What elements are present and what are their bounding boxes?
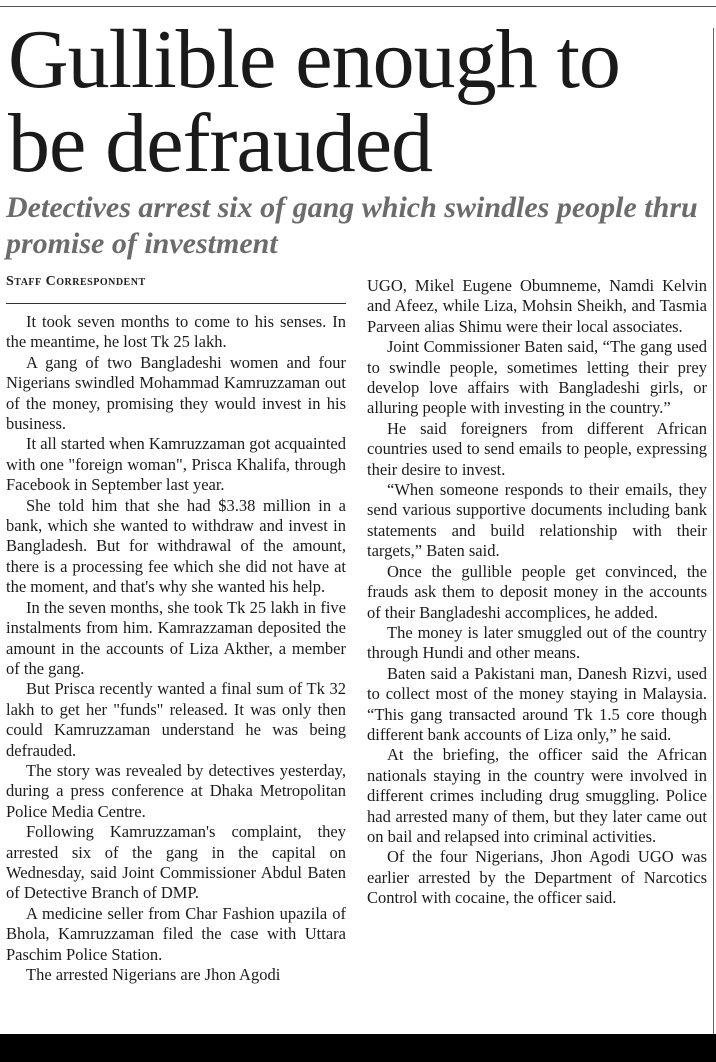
right-edge-rule bbox=[713, 28, 714, 1038]
paragraph: At the briefing, the officer said the African nationals staying in the country were involved in different crimes including drug smuggling. Police had arrested many of them, but they later came out on bail and relapsed into criminal activities. bbox=[367, 745, 707, 846]
paragraph: He said foreigners from different African countries used to send emails to people, expressing their desire to invest. bbox=[367, 418, 707, 479]
paragraph: Joint Commissioner Baten said, “The gang used to swindle people, sometimes letting their prey develop love affairs with Bangladeshi girls, or alluring people with investing in the country.” bbox=[367, 337, 707, 418]
paragraph: But Prisca recently wanted a final sum of Tk 32 lakh to get her "funds" released. It was only then could Kamruzzaman understand he was being defrauded. bbox=[6, 679, 346, 760]
paragraph: A gang of two Bangladeshi women and four Nigerians swindled Mohammad Kamruzzaman out of the money, promising they would invest in his business. bbox=[6, 352, 346, 434]
paragraph: Baten said a Pakistani man, Danesh Rizvi, used to collect most of the money staying in Malaysia. “This gang transacted around Tk 1.5 core though different bank accounts of Liza only,” he said. bbox=[367, 663, 707, 744]
paragraph: The story was revealed by detectives yesterday, during a press conference at Dhaka Metropolitan Police Media Centre. bbox=[6, 760, 346, 821]
article-column-1 bbox=[6, 312, 346, 985]
paragraph: She told him that she had $3.38 million in a bank, which she wanted to withdraw and invest in Bangladesh. But for withdrawal of the amount, there is a processing fee which she did not have at the moment, and that's why she wanted his help. bbox=[6, 495, 346, 597]
headline: Gullible enough to be defrauded bbox=[8, 13, 620, 190]
paragraph: In the seven months, she took Tk 25 lakh in five instalments from him. Kamrazzaman deposited the amount in the accounts of Liza Akther, a member of the gang. bbox=[6, 597, 346, 678]
paragraph: Once the gullible people get convinced, the frauds ask them to deposit money in the accounts of their Bangladeshi accomplices, he added. bbox=[367, 561, 707, 622]
paragraph: A medicine seller from Char Fashion upazila of Bhola, Kamruzzaman filed the case with Uttara Paschim Police Station. bbox=[6, 903, 346, 964]
bottom-black-bar bbox=[0, 1034, 716, 1062]
paragraph-continuation: UGO, Mikel Eugene Obumneme, Namdi Kelvin and Afeez, while Liza, Mohsin Sheikh, and Tasmia Parveen alias Shimu were their local associates. bbox=[367, 276, 707, 336]
article-column-2 bbox=[367, 276, 707, 909]
byline: Staff Correspondent bbox=[6, 274, 146, 289]
paragraph: It all started when Kamruzzaman got acquainted with one "foreign woman", Prisca Khalifa, through Facebook in September last year. bbox=[6, 434, 346, 495]
paragraph: The arrested Nigerians are Jhon Agodi bbox=[26, 965, 281, 984]
paragraph: Following Kamruzzaman's complaint, they arrested six of the gang in the capital on Wednesday, said Joint Commissioner Abdul Baten of Detective Branch of DMP. bbox=[6, 822, 346, 903]
paragraph: “When someone responds to their emails, they send various supportive documents including bank statements and build relationship with their targets,” Baten said. bbox=[367, 480, 707, 561]
paragraph: Of the four Nigerians, Jhon Agodi UGO was earlier arrested by the Department of Narcotics Control with cocaine, the officer said. bbox=[367, 847, 707, 908]
byline-rule bbox=[6, 303, 346, 304]
subheadline: Detectives arrest six of gang which swindles people thru promise of investment bbox=[6, 191, 698, 260]
paragraph: The money is later smuggled out of the country through Hundi and other means. bbox=[367, 622, 707, 663]
paragraph: It took seven months to come to his senses. In the meantime, he lost Tk 25 lakh. bbox=[6, 312, 346, 352]
top-rule bbox=[0, 6, 716, 7]
